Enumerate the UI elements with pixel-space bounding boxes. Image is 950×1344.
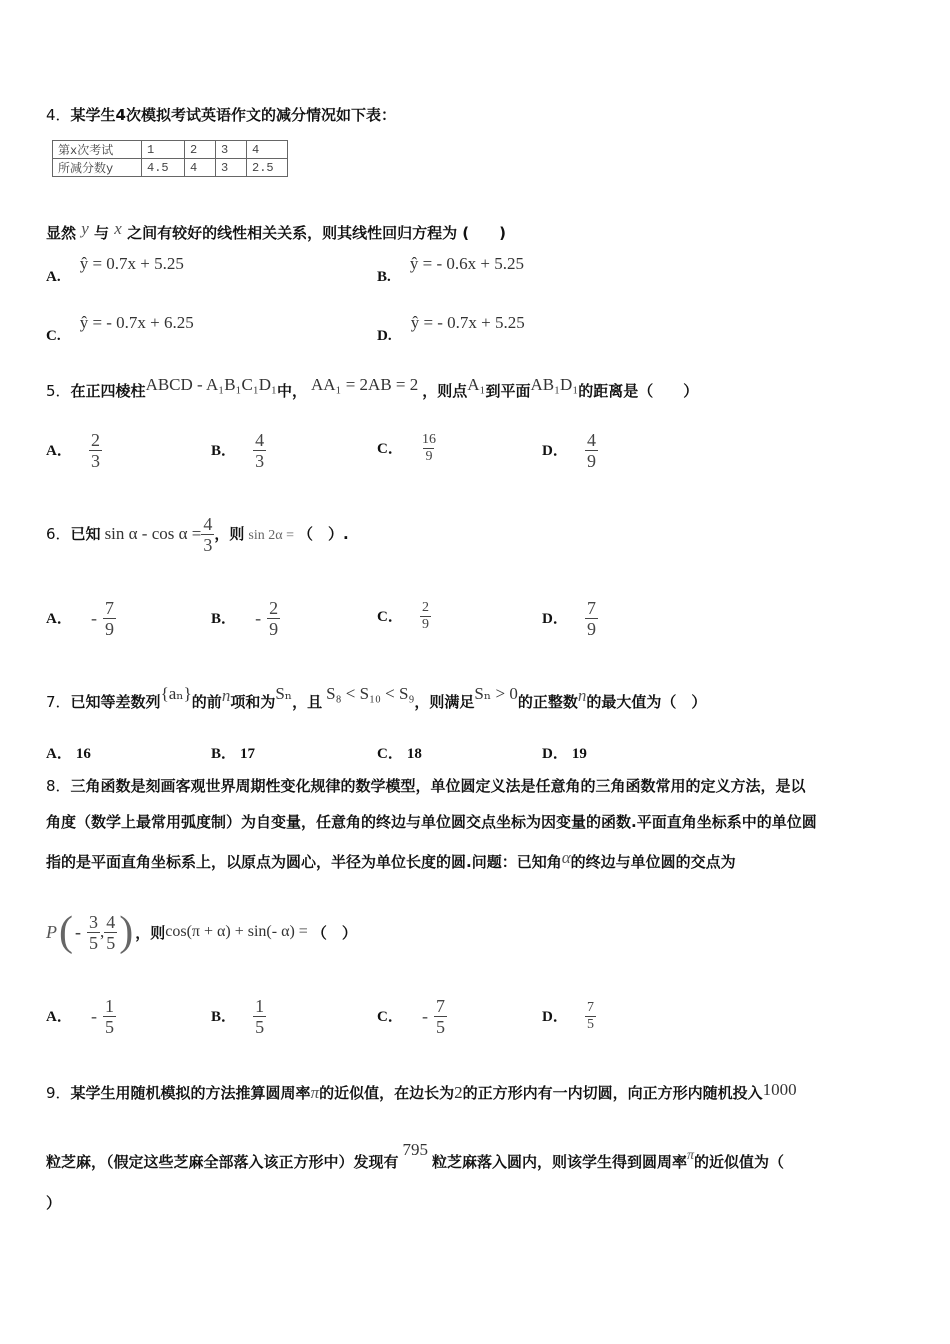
q7-stem: 7．已知等差数列{aₙ}的前n项和为Sₙ，且 S₈ < S₁₀ < S₉，则满足Sₙ > 0的正整数n的最大值为（ ） xyxy=(46,684,707,711)
q8-option-c[interactable]: C． - $\frac{7}{5}$ xyxy=(377,996,445,1037)
q5-option-d[interactable]: D． $\frac{4}{9}$ xyxy=(542,430,596,471)
table-cell: 2.5 xyxy=(247,159,288,177)
table-row xyxy=(53,141,288,159)
table-cell: 3 xyxy=(216,141,247,159)
q4-number: 4． xyxy=(46,106,71,124)
q6-option-c[interactable]: C． $\frac{2}{9}$ xyxy=(377,600,429,632)
q4-score-table xyxy=(52,140,288,177)
q5-option-a[interactable]: A． $\frac{2}{3}$ xyxy=(46,430,100,471)
table-cell: 4 xyxy=(247,141,288,159)
q6-number: 6． xyxy=(46,525,71,543)
q7-option-a[interactable]: A． 16 xyxy=(46,746,91,762)
q8-line-1: 8．三角函数是刻画客观世界周期性变化规律的数学模型，单位圆定义法是任意角的三角函数常用的定义方法，是以 xyxy=(46,777,806,795)
q4-option-a[interactable]: A. ŷ = 0.7x + 5.25 xyxy=(46,254,184,285)
q5-option-c[interactable]: C． $\frac{16}{9}$ xyxy=(377,432,436,464)
q7-option-d[interactable]: D． 19 xyxy=(542,746,587,762)
q8-line-2: 角度（数学上最常用弧度制）为自变量，任意角的终边与单位圆交点坐标为因变量的函数.平面直角坐标系中的单位圆 xyxy=(46,813,817,831)
q8-option-b[interactable]: B． $\frac{1}{5}$ xyxy=(211,996,265,1037)
table-cell: 3 xyxy=(216,159,247,177)
q5-option-b[interactable]: B． $\frac{4}{3}$ xyxy=(211,430,265,471)
q4-option-b[interactable]: B. ŷ = - 0.6x + 5.25 xyxy=(377,254,524,285)
q8-option-d[interactable]: D． $\frac{7}{5}$ xyxy=(542,1000,594,1032)
q4-option-c[interactable]: C. ŷ = - 0.7x + 6.25 xyxy=(46,313,194,344)
table-cell: 第x次考试 xyxy=(53,141,142,159)
q8-option-a[interactable]: A． - $\frac{1}{5}$ xyxy=(46,996,114,1037)
q8-question: P ( - $\frac{3}{5}$ , $\frac{4}{5}$ ) ，则 cos(π + α) + sin(- α) = （ ） xyxy=(46,909,357,955)
q6-stem: 6．已知 sin α - cos α = $\frac{4}{3}$ ，则 sin 2α = （ ）. xyxy=(46,514,349,555)
q6-option-b[interactable]: B． - $\frac{2}{9}$ xyxy=(211,598,279,639)
q5-number: 5． xyxy=(46,382,71,400)
q8-line-3: 指的是平面直角坐标系上，以原点为圆心，半径为单位长度的圆.问题：已知角α的终边与单位圆的交点为 xyxy=(46,848,736,871)
q5-stem: 5．在正四棱柱ABCD - A₁B₁C₁D₁中， AA₁ = 2AB = 2 ，则点A₁到平面AB₁D₁的距离是（ ） xyxy=(46,375,699,400)
q9-line-1: 9．某学生用随机模拟的方法推算圆周率π的近似值，在边长为2的正方形内有一内切圆，向正方形内随机投入1000 xyxy=(46,1080,797,1102)
q7-option-c[interactable]: C． 18 xyxy=(377,746,422,762)
table-cell: 4.5 xyxy=(142,159,185,177)
q6-option-a[interactable]: A． - $\frac{7}{9}$ xyxy=(46,598,114,639)
q9-number: 9． xyxy=(46,1084,71,1102)
q8-number: 8． xyxy=(46,777,71,795)
q7-number: 7． xyxy=(46,693,71,711)
q4-stem: 4．某学生4次模拟考试英语作文的减分情况如下表： xyxy=(46,106,396,124)
table-cell: 2 xyxy=(185,141,216,159)
table-cell: 4 xyxy=(185,159,216,177)
table-cell: 1 xyxy=(142,141,185,159)
table-cell: 所减分数y xyxy=(53,159,142,177)
q7-option-b[interactable]: B． 17 xyxy=(211,746,256,762)
q4-prompt: 显然 y 与 x 之间有较好的线性相关关系，则其线性回归方程为 ( ) xyxy=(46,219,506,242)
table-row xyxy=(53,159,288,177)
q9-line-2: 粒芝麻，（假定这些芝麻全部落入该正方形中）发现有795粒芝麻落入圆内，则该学生得到圆周率π的近似值为（ xyxy=(46,1140,785,1171)
q6-option-d[interactable]: D． $\frac{7}{9}$ xyxy=(542,598,596,639)
q9-line-3: ） xyxy=(46,1194,62,1212)
q4-option-d[interactable]: D. ŷ = - 0.7x + 5.25 xyxy=(377,313,525,344)
